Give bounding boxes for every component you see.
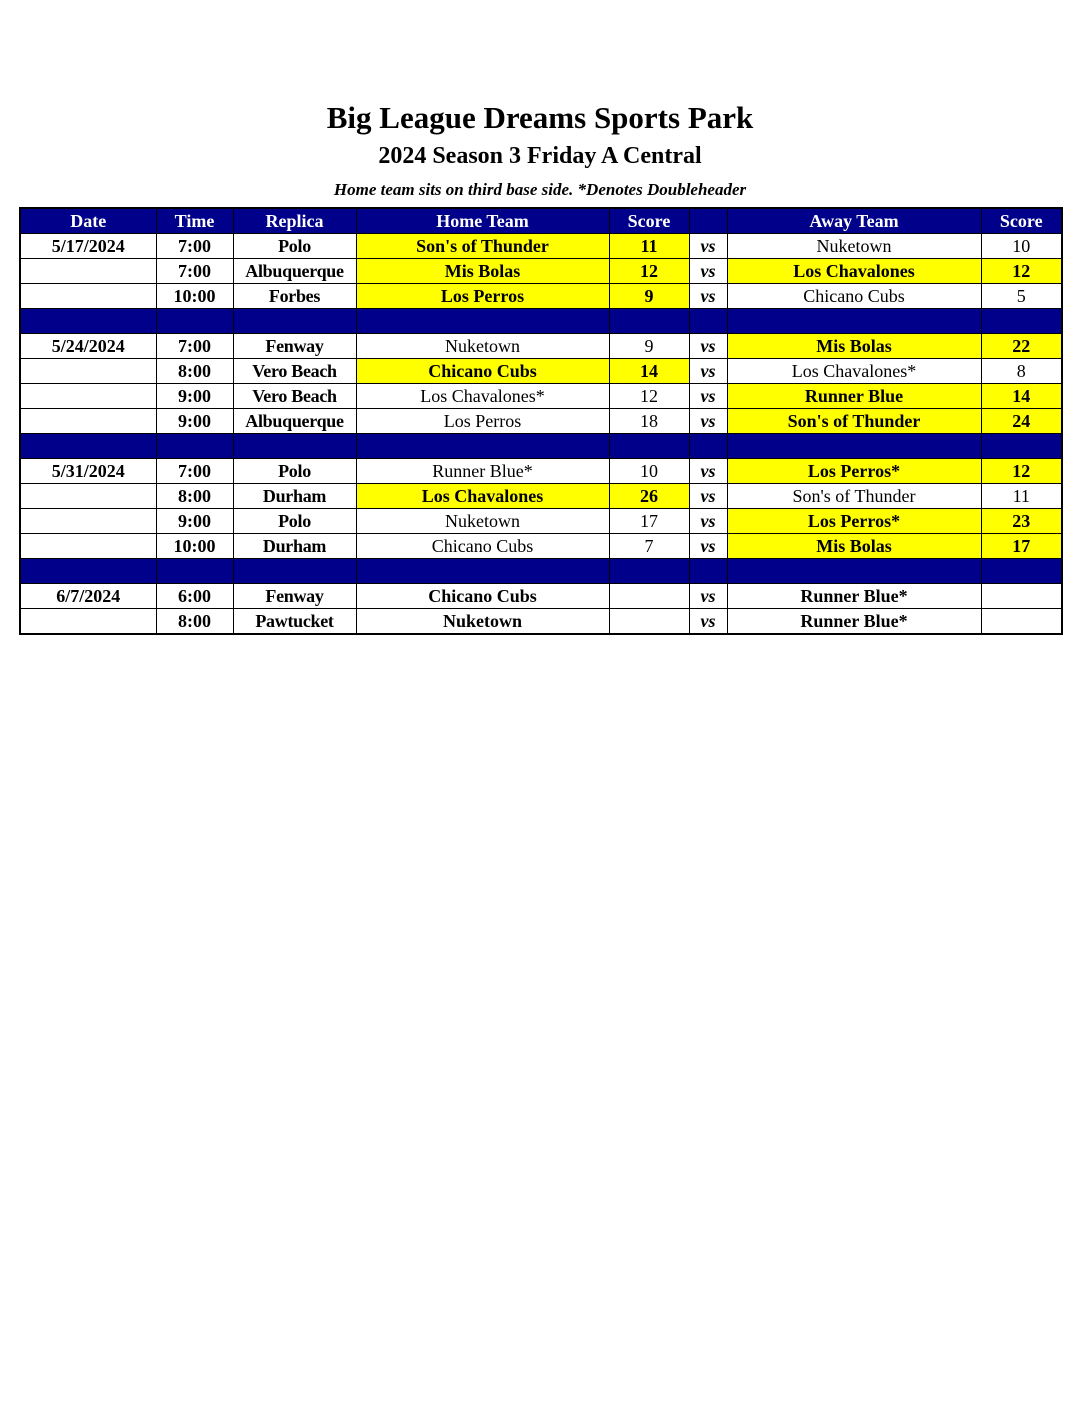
separator-cell <box>356 434 609 459</box>
table-row <box>20 509 1062 534</box>
home-score-cell: 26 <box>609 484 689 509</box>
home-score-cell <box>609 609 689 635</box>
away-team-cell: Los Chavalones* <box>727 359 981 384</box>
page-title: Big League Dreams Sports Park <box>326 100 754 135</box>
vs-cell: vs <box>689 484 727 509</box>
home-team-cell: Chicano Cubs <box>356 534 609 559</box>
table-row <box>20 259 1062 284</box>
away-score-cell: 24 <box>981 409 1062 434</box>
separator-cell <box>727 309 981 334</box>
away-score-cell <box>981 609 1062 635</box>
table-row <box>20 484 1062 509</box>
time-cell: 9:00 <box>156 509 233 534</box>
time-cell: 7:00 <box>156 459 233 484</box>
away-team-cell: Los Perros* <box>727 459 981 484</box>
vs-cell: vs <box>689 459 727 484</box>
time-cell: 7:00 <box>156 259 233 284</box>
time-cell: 7:00 <box>156 334 233 359</box>
date-cell <box>20 609 156 635</box>
separator-cell <box>156 309 233 334</box>
separator-cell <box>356 309 609 334</box>
vs-cell: vs <box>689 284 727 309</box>
replica-cell: Vero Beach <box>233 384 356 409</box>
home-team-cell: Los Perros <box>356 284 609 309</box>
table-header-row <box>20 208 1062 234</box>
replica-cell: Vero Beach <box>233 359 356 384</box>
away-team-cell: Son's of Thunder <box>727 484 981 509</box>
separator-cell <box>20 559 156 584</box>
home-team-cell: Runner Blue* <box>356 459 609 484</box>
away-score-cell <box>981 584 1062 609</box>
table-row <box>20 459 1062 484</box>
table-row <box>20 359 1062 384</box>
column-header-away-team: Away Team <box>727 208 981 234</box>
home-team-cell: Chicano Cubs <box>356 359 609 384</box>
column-header-replica: Replica <box>233 208 356 234</box>
away-team-cell: Nuketown <box>727 234 981 259</box>
separator-row <box>20 309 1062 334</box>
page-subtitle: 2024 Season 3 Friday A Central <box>378 143 702 169</box>
schedule-table <box>19 207 1063 635</box>
away-score-cell: 23 <box>981 509 1062 534</box>
away-team-cell: Runner Blue* <box>727 584 981 609</box>
replica-cell: Fenway <box>233 584 356 609</box>
separator-row <box>20 434 1062 459</box>
time-cell: 10:00 <box>156 284 233 309</box>
replica-cell: Pawtucket <box>233 609 356 635</box>
home-score-cell: 7 <box>609 534 689 559</box>
home-team-cell: Nuketown <box>356 509 609 534</box>
home-score-cell: 9 <box>609 334 689 359</box>
separator-cell <box>233 434 356 459</box>
time-cell: 7:00 <box>156 234 233 259</box>
away-score-cell: 10 <box>981 234 1062 259</box>
date-cell <box>20 484 156 509</box>
table-row <box>20 609 1062 635</box>
date-cell <box>20 259 156 284</box>
home-score-cell: 14 <box>609 359 689 384</box>
away-team-cell: Los Chavalones <box>727 259 981 284</box>
away-team-cell: Chicano Cubs <box>727 284 981 309</box>
table-row <box>20 234 1062 259</box>
separator-cell <box>233 309 356 334</box>
home-team-cell: Los Chavalones* <box>356 384 609 409</box>
away-score-cell: 17 <box>981 534 1062 559</box>
table-row <box>20 584 1062 609</box>
replica-cell: Albuquerque <box>233 409 356 434</box>
away-team-cell: Runner Blue* <box>727 609 981 635</box>
column-header-time: Time <box>156 208 233 234</box>
date-cell: 5/17/2024 <box>20 234 156 259</box>
vs-cell: vs <box>689 259 727 284</box>
time-cell: 9:00 <box>156 384 233 409</box>
table-row <box>20 409 1062 434</box>
away-team-cell: Los Perros* <box>727 509 981 534</box>
date-cell: 5/31/2024 <box>20 459 156 484</box>
home-team-cell: Nuketown <box>356 609 609 635</box>
separator-cell <box>156 434 233 459</box>
home-score-cell: 17 <box>609 509 689 534</box>
column-header-date: Date <box>20 208 156 234</box>
vs-cell: vs <box>689 409 727 434</box>
home-score-cell: 18 <box>609 409 689 434</box>
vs-cell: vs <box>689 584 727 609</box>
time-cell: 8:00 <box>156 359 233 384</box>
replica-cell: Forbes <box>233 284 356 309</box>
away-score-cell: 22 <box>981 334 1062 359</box>
separator-cell <box>689 434 727 459</box>
replica-cell: Fenway <box>233 334 356 359</box>
table-row <box>20 334 1062 359</box>
away-score-cell: 5 <box>981 284 1062 309</box>
home-score-cell <box>609 584 689 609</box>
separator-cell <box>609 309 689 334</box>
separator-cell <box>233 559 356 584</box>
separator-cell <box>609 434 689 459</box>
home-team-cell: Nuketown <box>356 334 609 359</box>
home-team-cell: Mis Bolas <box>356 259 609 284</box>
separator-cell <box>727 559 981 584</box>
vs-cell: vs <box>689 334 727 359</box>
table-row <box>20 284 1062 309</box>
time-cell: 8:00 <box>156 609 233 635</box>
column-header-vs <box>689 208 727 234</box>
time-cell: 8:00 <box>156 484 233 509</box>
home-score-cell: 12 <box>609 259 689 284</box>
date-cell <box>20 534 156 559</box>
column-header-home-score: Score <box>609 208 689 234</box>
schedule-note: Home team sits on third base side. *Denotes Doubleheader <box>333 180 747 199</box>
replica-cell: Polo <box>233 234 356 259</box>
date-cell <box>20 284 156 309</box>
away-score-cell: 14 <box>981 384 1062 409</box>
home-score-cell: 11 <box>609 234 689 259</box>
home-team-cell: Chicano Cubs <box>356 584 609 609</box>
vs-cell: vs <box>689 509 727 534</box>
away-team-cell: Son's of Thunder <box>727 409 981 434</box>
time-cell: 10:00 <box>156 534 233 559</box>
away-team-cell: Mis Bolas <box>727 534 981 559</box>
replica-cell: Durham <box>233 534 356 559</box>
away-score-cell: 11 <box>981 484 1062 509</box>
separator-cell <box>689 559 727 584</box>
date-cell <box>20 509 156 534</box>
date-cell: 6/7/2024 <box>20 584 156 609</box>
separator-cell <box>356 559 609 584</box>
home-score-cell: 10 <box>609 459 689 484</box>
date-cell <box>20 359 156 384</box>
separator-cell <box>20 309 156 334</box>
vs-cell: vs <box>689 359 727 384</box>
replica-cell: Durham <box>233 484 356 509</box>
home-team-cell: Los Perros <box>356 409 609 434</box>
separator-cell <box>727 434 981 459</box>
separator-cell <box>156 559 233 584</box>
vs-cell: vs <box>689 609 727 635</box>
separator-row <box>20 559 1062 584</box>
separator-cell <box>981 559 1062 584</box>
away-score-cell: 12 <box>981 459 1062 484</box>
schedule-body <box>20 234 1062 635</box>
separator-cell <box>20 434 156 459</box>
home-team-cell: Son's of Thunder <box>356 234 609 259</box>
date-cell: 5/24/2024 <box>20 334 156 359</box>
home-score-cell: 12 <box>609 384 689 409</box>
vs-cell: vs <box>689 384 727 409</box>
separator-cell <box>609 559 689 584</box>
separator-cell <box>689 309 727 334</box>
replica-cell: Albuquerque <box>233 259 356 284</box>
separator-cell <box>981 434 1062 459</box>
column-header-home-team: Home Team <box>356 208 609 234</box>
home-score-cell: 9 <box>609 284 689 309</box>
table-row <box>20 384 1062 409</box>
away-score-cell: 8 <box>981 359 1062 384</box>
vs-cell: vs <box>689 534 727 559</box>
date-cell <box>20 384 156 409</box>
home-team-cell: Los Chavalones <box>356 484 609 509</box>
away-team-cell: Runner Blue <box>727 384 981 409</box>
away-team-cell: Mis Bolas <box>727 334 981 359</box>
replica-cell: Polo <box>233 509 356 534</box>
vs-cell: vs <box>689 234 727 259</box>
separator-cell <box>981 309 1062 334</box>
time-cell: 9:00 <box>156 409 233 434</box>
date-cell <box>20 409 156 434</box>
column-header-away-score: Score <box>981 208 1062 234</box>
replica-cell: Polo <box>233 459 356 484</box>
table-row <box>20 534 1062 559</box>
time-cell: 6:00 <box>156 584 233 609</box>
away-score-cell: 12 <box>981 259 1062 284</box>
